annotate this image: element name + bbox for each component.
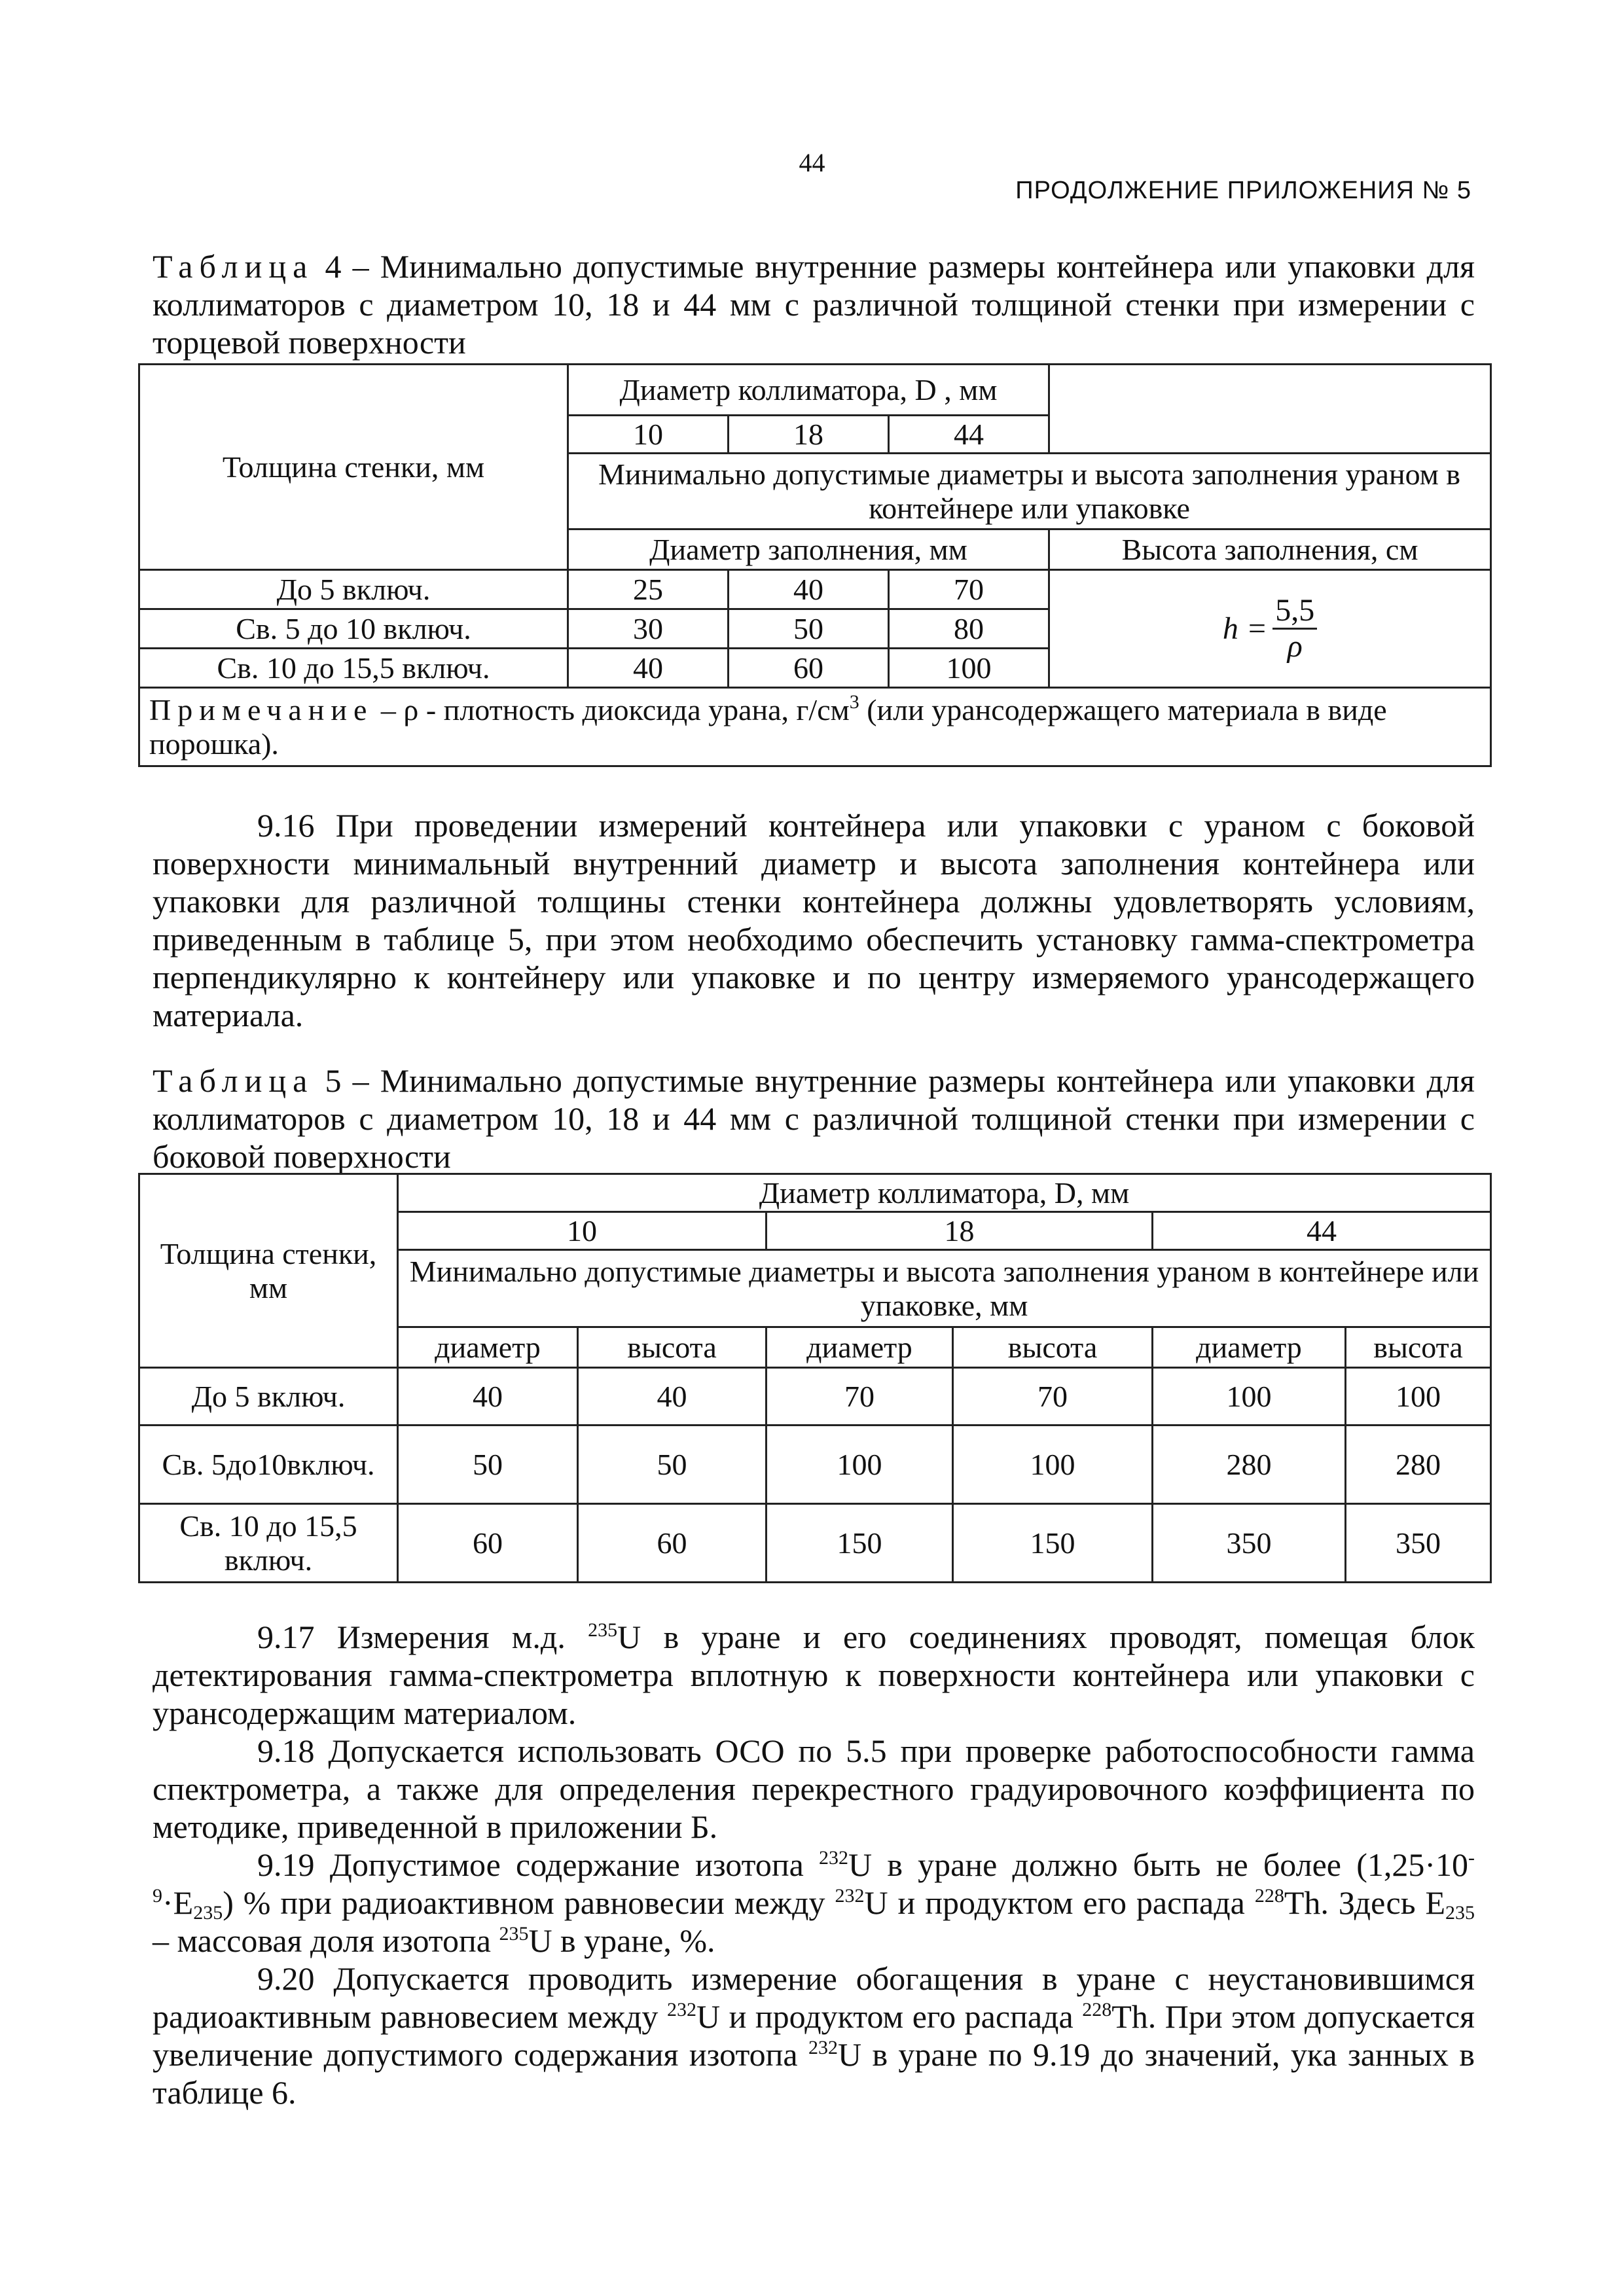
paragraph-9-16: 9.16 При проведении измерений контейнера или упаковки с ураном с боковой поверхности минимальный внутренний диаметр и высота заполнения контейнера или упаковки для различной толщины стенки контейнера должны удовлетворять условиям, приведенным в таблице 5, при этом необходимо обеспечить установку гамма-спектрометра перпендикулярно к контейнеру или упаковке и по центру измеряемого урансодержащего материала. [153,807,1475,1033]
superscript: 232 [835,1885,865,1907]
header-wall-thickness: Толщина стенки, мм [139,365,568,570]
row-label: До 5 включ. [139,1368,398,1426]
header-min-dimensions: Минимально допустимые диаметры и высота заполнения ураном в контейнере или упаковке, мм [398,1250,1491,1327]
table-cell: 50 [398,1426,578,1504]
note-text-continued: (или урансодержащего материала в виде порошка). [149,692,1387,761]
page-number: 44 [799,148,825,177]
table-cell: 25 [568,570,729,609]
caption-text: 5 – Минимально допустимые внутренние размеры контейнера или упаковки для коллиматоров с диаметром 10, 18 и 44 мм с различной толщиной стенки при измерении с боковой поверхности [153,1062,1475,1175]
collimator-44: 44 [889,416,1049,454]
table-cell: 60 [398,1504,578,1583]
paragraphs-9-17-to-9-20 [153,1618,1475,2111]
subscript: 235 [1445,1902,1475,1924]
formula-numerator: 5,5 [1272,594,1317,630]
table-cell: 350 [1153,1504,1346,1583]
formula-lhs: h = [1222,611,1268,646]
row-label: Св. 10 до 15,5 включ. [139,1504,398,1583]
table-5 [138,1173,1492,1583]
text-run: – массовая доля изотопа [153,1922,491,1959]
caption-label: Таблица [153,1062,314,1099]
paragraph-9-19 [153,1846,1475,1960]
table-4-caption [153,247,1475,361]
paragraph-9-20 [153,1960,1475,2111]
caption-text: 4 – Минимально допустимые внутренние размеры контейнера или упаковки для коллиматоров с диаметром 10, 18 и 44 мм с различной толщиной стенки при измерении с торцевой поверхности [153,248,1475,361]
col-height: высота [1346,1327,1491,1368]
superscript: 235 [499,1923,529,1945]
header-fill-height: Высота заполнения, см [1049,529,1491,570]
header-collimator-diameter: Диаметр коллиматора, D , мм [568,365,1049,416]
table-row [139,1368,1491,1426]
row-label: Св. 5 до 10 включ. [139,609,568,649]
text-run: U и продуктом его распада [864,1884,1245,1921]
row-label: Св. 10 до 15,5 включ. [139,649,568,688]
superscript: 232 [666,1999,696,2020]
collimator-44: 44 [1153,1212,1491,1250]
collimator-18: 18 [767,1212,1153,1250]
table-cell: 40 [568,649,729,688]
fill-height-formula [1049,570,1491,688]
superscript: 232 [808,2037,838,2058]
table-cell: 50 [578,1426,767,1504]
text-run: 9.17 Измерения м.д. [257,1619,566,1655]
header-collimator-diameter: Диаметр коллиматора, D, мм [398,1174,1491,1212]
formula-denominator: ρ [1287,629,1303,664]
superscript: 228 [1254,1885,1284,1907]
formula [1223,594,1317,664]
col-height: высота [578,1327,767,1368]
text-run: U в уране по 9.19 до значений, ука занных в таблице 6. [153,2036,1475,2111]
text-run: U в уране и его соединениях проводят, помещая блок детектирования гамма-спектрометра вплотную к поверхности контейнера или упаковки с урансодержащим материалом. [153,1619,1475,1731]
table-cell: 100 [767,1426,953,1504]
table-row [139,570,1491,609]
collimator-10: 10 [568,416,729,454]
col-diameter: диаметр [398,1327,578,1368]
table-5-caption [153,1062,1475,1175]
table-cell: 60 [729,649,889,688]
table-cell: 60 [578,1504,767,1583]
table-cell: 280 [1153,1426,1346,1504]
superscript: 235 [588,1619,618,1641]
superscript: -9 [153,1847,1475,1907]
collimator-18: 18 [729,416,889,454]
table-cell: 100 [1346,1368,1491,1426]
table-4 [138,363,1492,767]
table-cell: 40 [729,570,889,609]
table-cell: 150 [953,1504,1153,1583]
paragraph-9-16-block [153,806,1475,1034]
table-4-note [139,688,1491,766]
table-cell: 70 [889,570,1049,609]
table-row [139,1426,1491,1504]
header-min-dimensions: Минимально допустимые диаметры и высота заполнения ураном в контейнере или упаковке [568,454,1491,529]
appendix-header: ПРОДОЛЖЕНИЕ ПРИЛОЖЕНИЯ № 5 [1015,177,1471,204]
text-run: 9.19 Допустимое содержание изотопа [257,1846,804,1883]
text-run: 9.20 Допускается проводить измерение обогащения в уране с неустановившимся радиоактивным равновесием между [153,1960,1475,2035]
text-run: U в уране, %. [528,1922,715,1959]
header-fill-diameter: Диаметр заполнения, мм [568,529,1049,570]
collimator-10: 10 [398,1212,767,1250]
header-blank [1049,365,1491,454]
table-row [139,1504,1491,1583]
text-run: ) % при радиоактивном равновесии между [223,1884,825,1921]
table-cell: 100 [889,649,1049,688]
superscript: 232 [819,1847,849,1869]
table-cell: 40 [578,1368,767,1426]
table-cell: 280 [1346,1426,1491,1504]
header-wall-thickness: Толщина стенки, мм [139,1174,398,1368]
text-run: U в уране должно быть не более (1,25·10 [848,1846,1468,1883]
table-cell: 70 [953,1368,1153,1426]
table-cell: 100 [953,1426,1153,1504]
col-height: высота [953,1327,1153,1368]
table-cell: 100 [1153,1368,1346,1426]
caption-label: Таблица [153,248,314,285]
note-superscript: 3 [849,691,859,713]
table-cell: 150 [767,1504,953,1583]
formula-fraction [1272,594,1317,664]
text-run: Th. Здесь E [1284,1884,1446,1921]
text-run: U и продуктом его распада [696,1998,1074,2035]
table-cell: 350 [1346,1504,1491,1583]
text-run: Th. При этом допускается увеличение допустимого содержания изотопа [153,1998,1475,2073]
row-label: Св. 5до10включ. [139,1426,398,1504]
subscript: 235 [193,1902,223,1924]
table-cell: 70 [767,1368,953,1426]
col-diameter: диаметр [767,1327,953,1368]
table-cell: 50 [729,609,889,649]
table-cell: 80 [889,609,1049,649]
note-text: – ρ - плотность диоксида урана, г/см [380,692,850,726]
paragraph-9-18: 9.18 Допускается использовать ОСО по 5.5 при проверке работоспособности гамма спектрометра, а также для определения перекрестного градуировочного коэффициента по методике, приведенной в приложении Б. [153,1732,1475,1845]
table-cell: 30 [568,609,729,649]
row-label: До 5 включ. [139,570,568,609]
note-label: Примечание [149,692,374,726]
col-diameter: диаметр [1153,1327,1346,1368]
table-cell: 40 [398,1368,578,1426]
superscript: 228 [1082,1999,1112,2020]
text-run: ·E [162,1884,194,1921]
paragraph-9-17 [153,1618,1475,1732]
